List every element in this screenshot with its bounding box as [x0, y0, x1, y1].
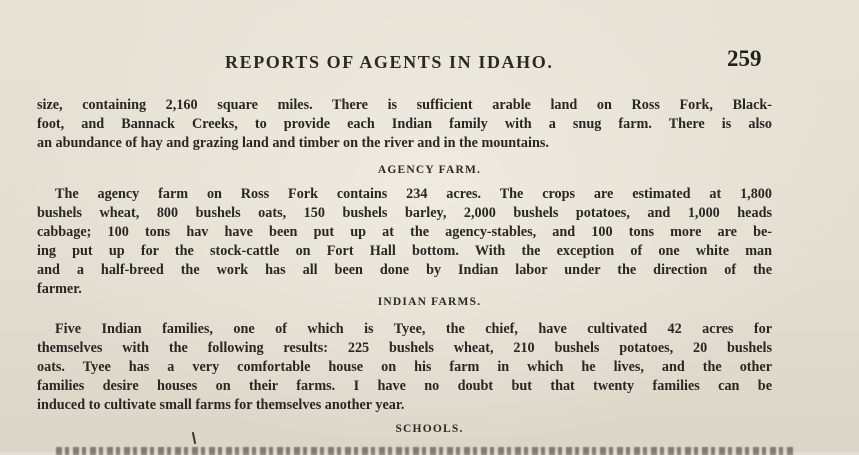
paragraph-line: and a half-breed the work has all been done by Indian labor under the direction of the [37, 262, 772, 278]
cropped-text-line [56, 447, 796, 455]
intro-line: an abundance of hay and grazing land and timber on the river and in the mountains. [37, 135, 549, 151]
section-heading-schools: SCHOOLS. [395, 423, 464, 435]
section-heading-agency-farm: AGENCY FARM. [377, 164, 482, 176]
paragraph-line: ing put up for the stock-cattle on Fort Hall bottom. With the exception of one white man [37, 243, 772, 259]
paragraph-line: cabbage; 100 tons hav have been put up at the agency-stables, and 100 tons more are be- [37, 224, 772, 240]
paragraph-line: farmer. [37, 281, 82, 297]
paragraph-line: oats. Tyee has a very comfortable house on his farm in which he lives, and the other [37, 359, 772, 375]
paragraph-line: bushels wheat, 800 bushels oats, 150 bushels barley, 2,000 bushels potatoes, and 1,000 heads [37, 205, 772, 221]
paragraph-line: induced to cultivate small farms for themselves another year. [37, 397, 405, 413]
intro-line: size, containing 2,160 square miles. There is sufficient arable land on Ross Fork, Black- [37, 97, 772, 113]
running-head: REPORTS OF AGENTS IN IDAHO. [225, 52, 554, 72]
section-heading-indian-farms: INDIAN FARMS. [377, 296, 482, 308]
paragraph-line: families desire houses on their farms. I have no doubt but that twenty families can be [37, 378, 772, 394]
paragraph-line: The agency farm on Ross Fork contains 234 acres. The crops are estimated at 1,800 [55, 186, 772, 202]
intro-line: foot, and Bannack Creeks, to provide each Indian family with a snug farm. There is also [37, 116, 772, 132]
paragraph-line: themselves with the following results: 225 bushels wheat, 210 bushels potatoes, 20 bushels [37, 340, 772, 356]
paragraph-line: Five Indian families, one of which is Tyee, the chief, have cultivated 42 acres for [55, 321, 772, 337]
page-number: 259 [727, 46, 762, 71]
